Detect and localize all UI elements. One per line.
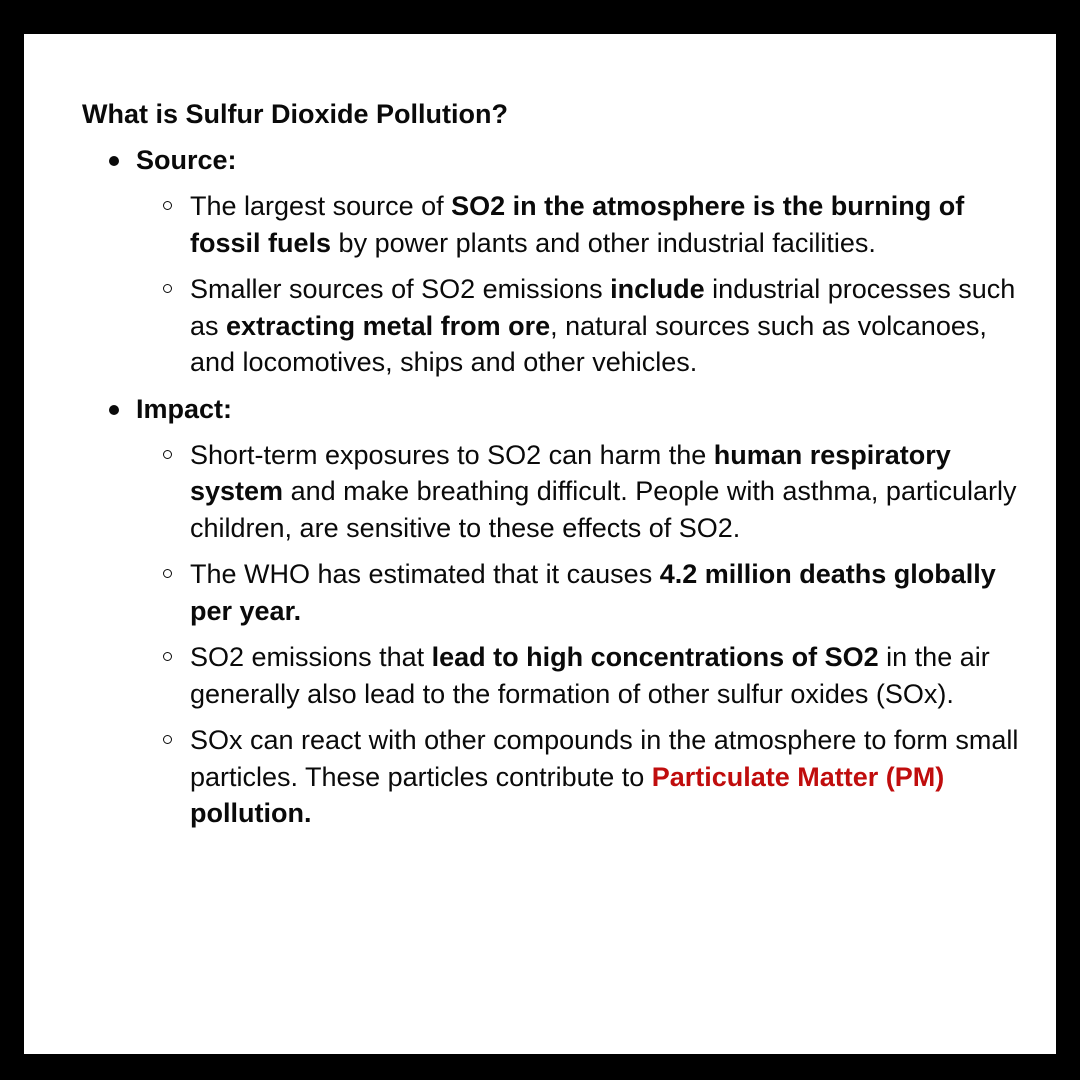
bullet-dot	[109, 405, 119, 415]
impact-points	[136, 437, 1032, 832]
bullet-ring	[163, 652, 172, 661]
text-run: SO2 emissions that	[190, 642, 432, 672]
bold-text: include	[610, 274, 705, 304]
list-item	[136, 556, 1020, 629]
bold-text: pollution.	[190, 798, 312, 828]
list-item	[136, 722, 1020, 832]
section-list	[82, 142, 1032, 832]
text-run: The WHO has estimated that it causes	[190, 559, 660, 589]
bold-text: SO2 in the atmosphere is the burning of fossil fuels	[190, 191, 965, 258]
bullet-ring	[163, 735, 172, 744]
bullet-ring	[163, 569, 172, 578]
bullet-dot	[109, 156, 119, 166]
bold-text: 4.2 million deaths globally per year.	[190, 559, 996, 626]
list-item	[136, 271, 1020, 381]
text-run: Short-term exposures to SO2 can harm the	[190, 439, 714, 470]
list-item	[136, 188, 1020, 261]
page-title: What is Sulfur Dioxide Pollution?	[82, 99, 508, 129]
section-heading: Impact:	[136, 393, 233, 424]
text-run: Smaller sources of SO2 emissions	[190, 274, 611, 304]
bold-text: extracting metal from ore	[226, 310, 551, 341]
bullet-ring	[163, 450, 172, 459]
bold-text: lead to high concentrations of SO2	[431, 642, 879, 672]
bullet-ring	[163, 201, 172, 210]
bullet-ring	[163, 284, 172, 293]
text-run: SOx can react with other compounds in the atmosphere to form small particles. These particles contribute to	[190, 725, 1019, 792]
text-run: , natural sources such as volcanoes, and locomotives, ships and other vehicles.	[190, 310, 987, 377]
list-item	[136, 639, 1020, 712]
text-run: The largest source of	[190, 191, 452, 221]
text-run: and make breathing difficult. People with asthma, particularly children, are sensitive to these effects of SO2.	[190, 476, 1017, 543]
source-points	[136, 188, 1032, 381]
highlight-text: Particulate Matter (PM)	[651, 761, 945, 792]
section-source	[82, 142, 1032, 381]
section-heading: Source:	[136, 145, 237, 175]
content-card	[24, 34, 1056, 1054]
text-run: industrial processes such as	[190, 274, 1016, 341]
text-run: in the air generally also lead to the formation of other sulfur oxides (SOx).	[190, 642, 990, 709]
text-run: by power plants and other industrial facilities.	[331, 227, 876, 258]
section-impact	[82, 391, 1032, 832]
document-body	[82, 96, 1032, 842]
list-item	[136, 437, 1020, 547]
bold-text: human respiratory system	[190, 439, 951, 506]
